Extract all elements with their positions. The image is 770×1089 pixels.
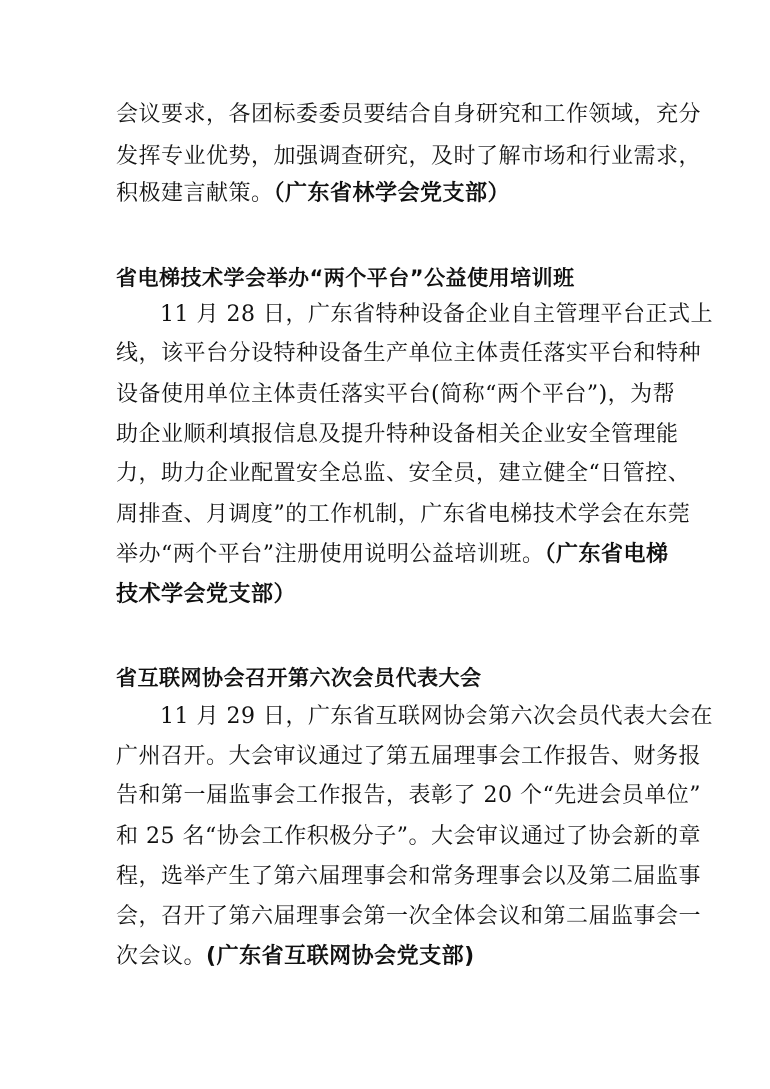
paragraph-line: 设备使用单位主体责任落实平台(简称“两个平台”)，为帮 [116, 382, 676, 407]
paragraph-text: 积极建言献策。 [116, 181, 274, 206]
paragraph-line: 广州召开。大会审议通过了第五届理事会工作报告、财务报 [116, 744, 702, 769]
paragraph-line: 告和第一届监事会工作报告，表彰了 20 个“先进会员单位” [116, 783, 701, 808]
paragraph-text: 次会议。 [116, 944, 207, 969]
paragraph-line [116, 540, 669, 570]
paragraph-line: 11 月 29 日，广东省互联网协会第六次会员代表大会在 [160, 704, 713, 729]
source-attribution: （广东省林学会党支部） [273, 181, 511, 206]
paragraph-line: 程，选举产生了第六届理事会和常务理事会以及第二届监事 [116, 864, 702, 889]
paragraph-line: 力，助力企业配置安全总监、安全员，建立健全“日管控、 [116, 461, 691, 486]
article-title: 省电梯技术学会举办“两个平台”公益使用培训班 [116, 266, 575, 290]
paragraph-line: 线，该平台分设特种设备生产单位主体责任落实平台和特种 [116, 341, 702, 366]
paragraph-line: 周排查、月调度”的工作机制，广东省电梯技术学会在东莞 [116, 502, 691, 527]
paragraph-text: 举办“两个平台”注册使用说明公益培训班。 [116, 542, 545, 567]
source-attribution: (广东省互联网协会党支部) [206, 944, 475, 969]
paragraph-line [116, 942, 475, 972]
paragraph-line: 助企业顺利填报信息及提升特种设备相关企业安全管理能 [116, 422, 679, 447]
source-attribution: （广东省电梯 [544, 542, 669, 567]
source-attribution: 技术学会党支部） [116, 582, 297, 607]
paragraph-line: 会议要求，各团标委委员要结合自身研究和工作领域，充分 [116, 102, 702, 127]
article-title: 省互联网协会召开第六次会员代表大会 [116, 666, 482, 690]
paragraph-line: 发挥专业优势，加强调查研究，及时了解市场和行业需求， [116, 144, 702, 169]
paragraph-line: 和 25 名“协会工作积极分子”。大会审议通过了协会新的章 [116, 824, 701, 849]
paragraph-line: 会，召开了第六届理事会第一次全体会议和第二届监事会一 [116, 904, 702, 929]
paragraph-line [116, 179, 510, 209]
paragraph-line: 11 月 28 日，广东省特种设备企业自主管理平台正式上 [160, 302, 713, 327]
